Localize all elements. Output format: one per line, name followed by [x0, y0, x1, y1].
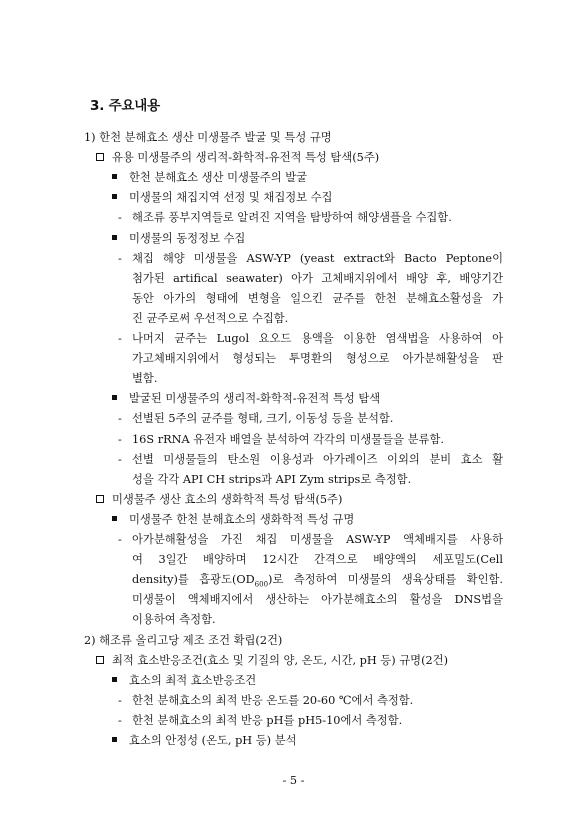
line-text: 한천 분해효소 생산 미생물주의 발굴	[129, 171, 308, 185]
text-line-dash	[118, 693, 413, 709]
text-line-dash	[118, 210, 452, 226]
line-text: 미생물의 채집지역 선정 및 채집정보 수집	[129, 191, 333, 205]
dash-marker: -	[118, 211, 122, 225]
square-bullet-icon	[112, 677, 117, 682]
text-line-dash	[118, 331, 503, 347]
line-text: 동안 아가의 형태에 변형을 일으킨 균주를 한천 분해효소활성을 가	[132, 291, 503, 305]
line-text: 별함.	[132, 372, 158, 386]
line-text: 최적 효소반응조건(효소 및 기질의 양, 온도, 시간, pH 등) 규명(2건)	[112, 653, 448, 667]
line-text: 16S rRNA 유전자 배열을 분석하여 각각의 미생물들을 분류함.	[132, 432, 444, 446]
text-line-cont	[132, 572, 503, 592]
text-line-bullet	[112, 190, 332, 206]
text-line-bullet	[112, 512, 354, 528]
dash-marker: -	[118, 332, 122, 345]
dash-marker: -	[118, 432, 122, 446]
text-line-cont	[132, 271, 503, 287]
line-text: 성을 각각 API CH strips과 API Zym strips로 측정함.	[132, 472, 412, 486]
square-bullet-icon	[112, 516, 117, 521]
text-line-bullet	[112, 170, 307, 186]
dash-marker: -	[118, 452, 122, 466]
text-line-bullet	[112, 673, 256, 689]
line-text: 1) 한천 분해효소 생산 미생물주 발굴 및 특성 규명	[84, 131, 332, 144]
text-line-bullet	[112, 231, 245, 247]
line-text: 선별된 5주의 균주를 형태, 크기, 이동성 등을 분석함.	[132, 412, 394, 426]
text-line-dash	[118, 251, 503, 267]
text-line-cont	[132, 612, 216, 628]
text-line-dash	[118, 432, 444, 448]
text-line-cont	[132, 552, 503, 568]
text-line-dash	[118, 713, 402, 729]
square-bullet-icon	[112, 174, 117, 179]
dash-marker: -	[118, 251, 122, 265]
text-line-square	[96, 653, 448, 669]
line-text: 선별 미생물들의 탄소원 이용성과 아가레이즈 이외의 분비 효소 활	[132, 452, 503, 466]
line-text: 채집 해양 미생물을 ASW-YP (yeast extract와 Bacto Peptone이	[132, 251, 503, 265]
line-text: 미생물주 생산 효소의 생화학적 특성 탐색(5주)	[112, 492, 343, 506]
line-text: 효소의 안정성 (온도, pH 등) 분석	[129, 734, 297, 747]
line-text: 가고체배지위에서 형성되는 투명환의 형성으로 아가분해활성을 판	[132, 352, 503, 366]
text-line-dash	[118, 532, 503, 548]
page-number: - 5 -	[282, 774, 305, 787]
line-text: 여 3일간 배양하며 12시간 간격으로 배양액의 세포밀도(Cell	[132, 553, 503, 567]
text-line-dash	[118, 411, 393, 427]
text-line-num	[84, 633, 282, 649]
line-text: 효소의 최적 효소반응조건	[129, 673, 257, 687]
line-text: 아가분해활성을 가진 채집 미생물을 ASW-YP 액체배지를 사용하	[132, 533, 503, 546]
text-line-cont	[132, 472, 411, 488]
line-text: 유용 미생물주의 생리적-화학적-유전적 특성 탐색(5주)	[112, 151, 380, 165]
text-line-bullet	[112, 391, 380, 407]
text-line-square	[96, 492, 342, 508]
line-text: 나머지 균주는 Lugol 요오드 용액을 이용한 염색법을 사용하여 아	[132, 332, 503, 345]
checkbox-square-icon	[96, 153, 104, 161]
dash-marker: -	[118, 412, 122, 426]
square-bullet-icon	[112, 737, 117, 742]
text-line-bullet	[112, 733, 297, 749]
square-bullet-icon	[112, 395, 117, 400]
line-text: 미생물주 한천 분해효소의 생화학적 특성 규명	[129, 512, 355, 526]
line-text: 첨가된 artifical seawater) 아가 고체배지위에서 배양 후, 배양기간	[132, 271, 503, 285]
dash-marker: -	[118, 693, 122, 707]
text-line-cont	[132, 291, 503, 307]
line-text: density)를 흡광도$(OD_{600})$로 측정하여 미생물의 생육상태를 확인함.	[132, 573, 503, 589]
line-text: 2) 해조류 올리고당 제조 조건 확립(2건)	[84, 633, 283, 647]
text-line-cont	[132, 351, 503, 367]
line-text: 이용하여 측정함.	[132, 613, 216, 627]
checkbox-square-icon	[96, 656, 104, 664]
dash-marker: -	[118, 533, 122, 546]
line-text: 발굴된 미생물주의 생리적-화학적-유전적 특성 탐색	[129, 392, 381, 406]
dash-marker: -	[118, 713, 122, 727]
square-bullet-icon	[112, 235, 117, 240]
text-line-dash	[118, 452, 503, 468]
line-text: 미생물의 동정정보 수집	[129, 231, 246, 245]
text-line-num	[84, 130, 332, 146]
line-text: 한천 분해효소의 최적 반응 온도를 20-60 ℃에서 측정함.	[132, 693, 414, 707]
checkbox-square-icon	[96, 495, 104, 503]
text-line-cont	[132, 371, 157, 387]
text-line-square	[96, 150, 379, 166]
line-text: 한천 분해효소의 최적 반응 pH를 pH5-10에서 측정함.	[132, 713, 403, 727]
text-line-cont	[132, 311, 288, 327]
text-line-cont	[132, 592, 503, 608]
line-text: 진 균주로써 우선적으로 수집함.	[132, 311, 289, 325]
line-text: 해조류 풍부지역들로 알려진 지역을 탐방하여 해양샘플을 수집함.	[132, 211, 452, 225]
line-text: 미생물이 액체배지에서 생산하는 아가분해효소의 활성을 DNS법을	[132, 593, 503, 607]
section-title: 3. 주요내용	[90, 98, 160, 114]
square-bullet-icon	[112, 194, 117, 199]
